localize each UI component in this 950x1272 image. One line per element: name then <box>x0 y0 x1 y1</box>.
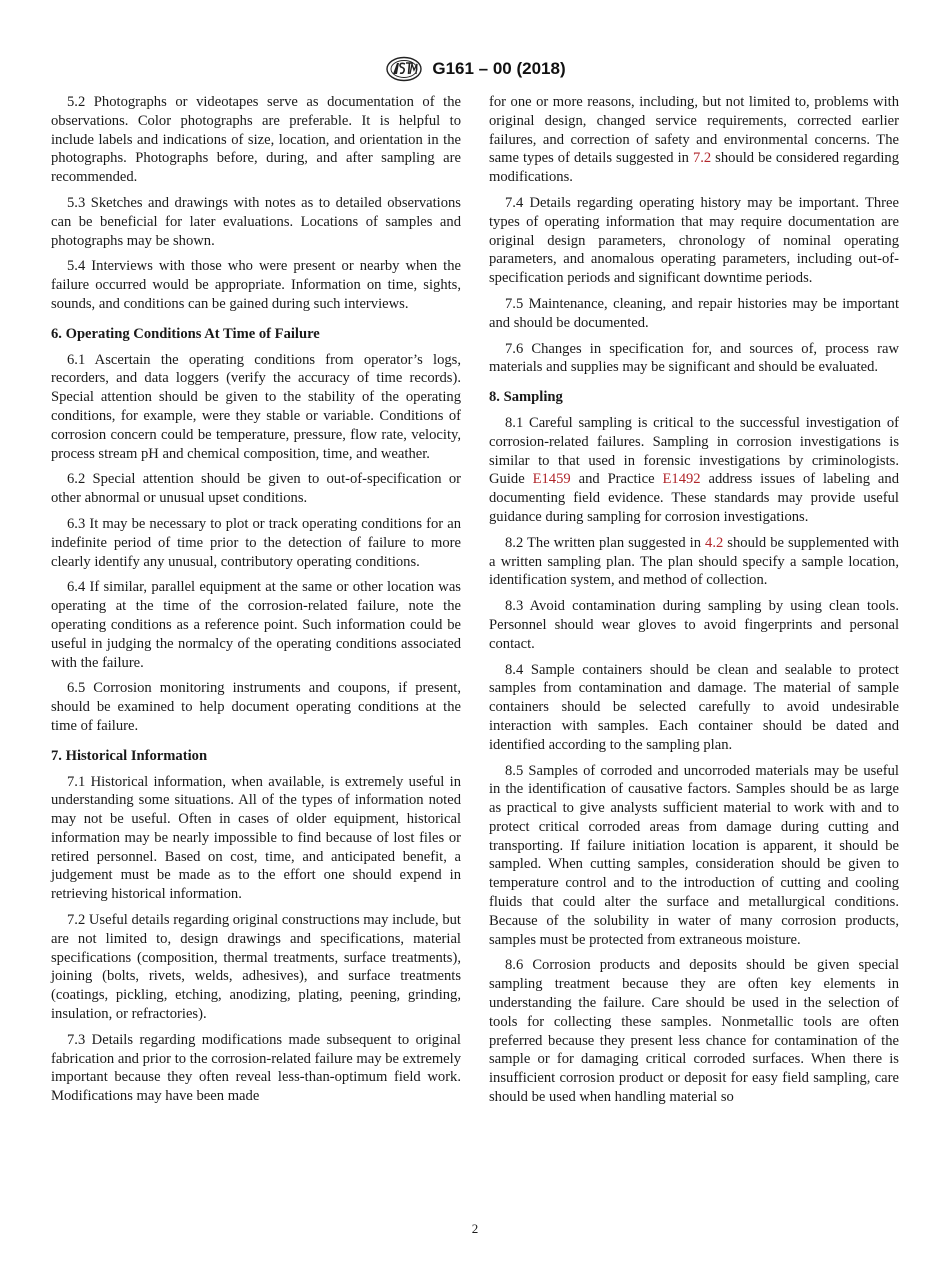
paragraph-text: address issues of labeling and documenting field evidence. These standards may provide useful guidance during sampling for corrosion investigations. <box>489 471 899 525</box>
paragraph-6-2: 6.2 Special attention should be given to out-of-specification or other abnormal or unusual upset conditions. <box>51 471 461 507</box>
paragraph-8-5: 8.5 Samples of corroded and uncorroded materials may be useful in the identification of causative factors. Samples should be as large as practical to give analysts sufficient material to work with and to protect critical corroded areas from damage during cutting and transporting. If failure initiation location is apparent, it should be sampled. When cutting samples, consideration should be given to temperature control and to the introduction of cutting and cooling fluids that could alter the surface and metallurgical conditions. Because of the solubility in water of many corrosion products, samples must be protected from extraneous moisture. <box>489 762 899 948</box>
astm-logo <box>384 56 424 82</box>
reference-link-7-2[interactable]: 7.2 <box>692 150 712 167</box>
paragraph-text: should be supplemented with a written sampling plan. The plan should specify a sample location, identification system, and method of collection. <box>489 534 899 589</box>
paragraph-8-6: 8.6 Corrosion products and deposits should be given special sampling treatment because they are often key elements in understanding the failure. Care should be used in the selection of tools for collecting these samples. Nonmetallic tools are often preferred because they present less chance for contamination of the sample or for damaging critical corroded surfaces. When there is insufficient corrosion product or deposit for easy field sampling, care should be used when handling material so <box>489 957 899 1106</box>
page-header <box>0 54 950 84</box>
left-column <box>51 93 461 1113</box>
paragraph-8-3: 8.3 Avoid contamination during sampling by using clean tools. Personnel should wear gloves to avoid fingerprints and personal contact. <box>489 598 899 652</box>
paragraph-5-4: 5.4 Interviews with those who were present or nearby when the failure occurred would be appropriate. Information on time, sights, sounds, and conditions can be gained during such interviews. <box>51 258 461 312</box>
paragraph-text: 8.2 The written plan suggested in <box>505 534 706 551</box>
paragraph-7-6: 7.6 Changes in specification for, and sources of, process raw materials and supplies may be significant and should be evaluated. <box>489 340 899 376</box>
paragraph-7-1: 7.1 Historical information, when available, is extremely useful in understanding some situations. All of the types of information noted may not be useful. Often in cases of older equipment, historical information may be nearly impossible to find because of lost files or retired personnel. Based on cost, time, and anticipated benefit, a judgement must be made as to the effort one should expend in retrieving historical information. <box>51 773 461 903</box>
document-designation: G161 – 00 (2018) <box>432 59 566 78</box>
paragraph-text: should be considered regarding modifications. <box>489 150 900 186</box>
section-heading-7: 7. Historical Information <box>51 747 208 764</box>
section-heading-8: 8. Sampling <box>489 389 563 406</box>
paragraph-8-2 <box>489 534 899 590</box>
reference-link-4-2[interactable]: 4.2 <box>705 534 724 551</box>
paragraph-8-4: 8.4 Sample containers should be clean and sealable to protect samples from contamination and damage. The material of sample containers should be selected carefully to avoid undesirable interaction with samples. Each container should be dated and identified according to the sampling plan. <box>489 661 899 753</box>
paragraph-text: and Practice <box>570 471 663 488</box>
reference-link-e1492[interactable]: E1492 <box>662 471 701 488</box>
section-heading-6: 6. Operating Conditions At Time of Failure <box>51 325 320 342</box>
paragraph-5-3: 5.3 Sketches and drawings with notes as to detailed observations can be beneficial for later evaluations. Locations of samples and photographs may be shown. <box>51 194 461 249</box>
paragraph-6-3: 6.3 It may be necessary to plot or track operating conditions for an indefinite period of time prior to the detection of failure to more clearly identify any unusual, contributory operating conditions. <box>51 515 461 570</box>
page-number: 2 <box>471 1221 479 1236</box>
paragraph-7-3-continued <box>489 93 899 187</box>
paragraph-6-4: 6.4 If similar, parallel equipment at the same or other location was operating at the time of the corrosion-related failure, note the operating conditions as a reference point. Such information could be useful in judging the normalcy of the operating conditions associated with the failure. <box>51 579 461 671</box>
paragraph-7-3: 7.3 Details regarding modifications made subsequent to original fabrication and prior to the corrosion-related failure may be extremely important because they often reveal less-than-optimum field work. Modifications may have been made <box>51 1031 461 1105</box>
right-column <box>489 93 899 1114</box>
paragraph-5-2: 5.2 Photographs or videotapes serve as documentation of the observations. Color photographs are preferable. It is helpful to include labels and indications of size, location, and orientation in the photographs. Photographs before, during, and after sampling are recommended. <box>51 94 461 186</box>
paragraph-8-1 <box>489 414 899 527</box>
paragraph-text: 8.1 Careful sampling is critical to the successful investigation of corrosion-related failures. Sampling in corrosion investigations is similar to that used in forensic investigations by criminologists. Guide <box>489 414 899 488</box>
reference-link-e1459[interactable]: E1459 <box>532 471 571 488</box>
paragraph-text: for one or more reasons, including, but not limited to, problems with original design, changed service requirements, corrected earlier failures, and correction of safety and environmental concerns. The same types of details suggested in <box>489 94 899 167</box>
paragraph-7-5: 7.5 Maintenance, cleaning, and repair histories may be important and should be documented. <box>489 295 899 331</box>
paragraph-6-1: 6.1 Ascertain the operating conditions from operator’s logs, recorders, and data loggers (verify the accuracy of time records). Special attention should be given to the stability of the operating conditions, for example, were they stable or variable. Conditions of corrosion concern could be temperature, pressure, flow rate, velocity, process stream pH and chemical composition, time, and weather. <box>51 351 461 462</box>
paragraph-7-2: 7.2 Useful details regarding original constructions may include, but are not limited to, design drawings and specifications, material specifications (composition, thermal treatments, surface treatments), joining (bolts, rivets, welds, adhesives), and surface treatments (coatings, pickling, etching, anodizing, plating, peening, grinding, insulation, or refractories). <box>51 912 461 1023</box>
paragraph-6-5: 6.5 Corrosion monitoring instruments and coupons, if present, should be examined to help document operating conditions at the time of failure. <box>51 680 461 734</box>
paragraph-7-4: 7.4 Details regarding operating history may be important. Three types of operating information that may require documentation are original design parameters, chronology of nominal operating parameters, and anomalous operating parameters, including out-of-specification periods and significant downtime periods. <box>489 194 899 287</box>
